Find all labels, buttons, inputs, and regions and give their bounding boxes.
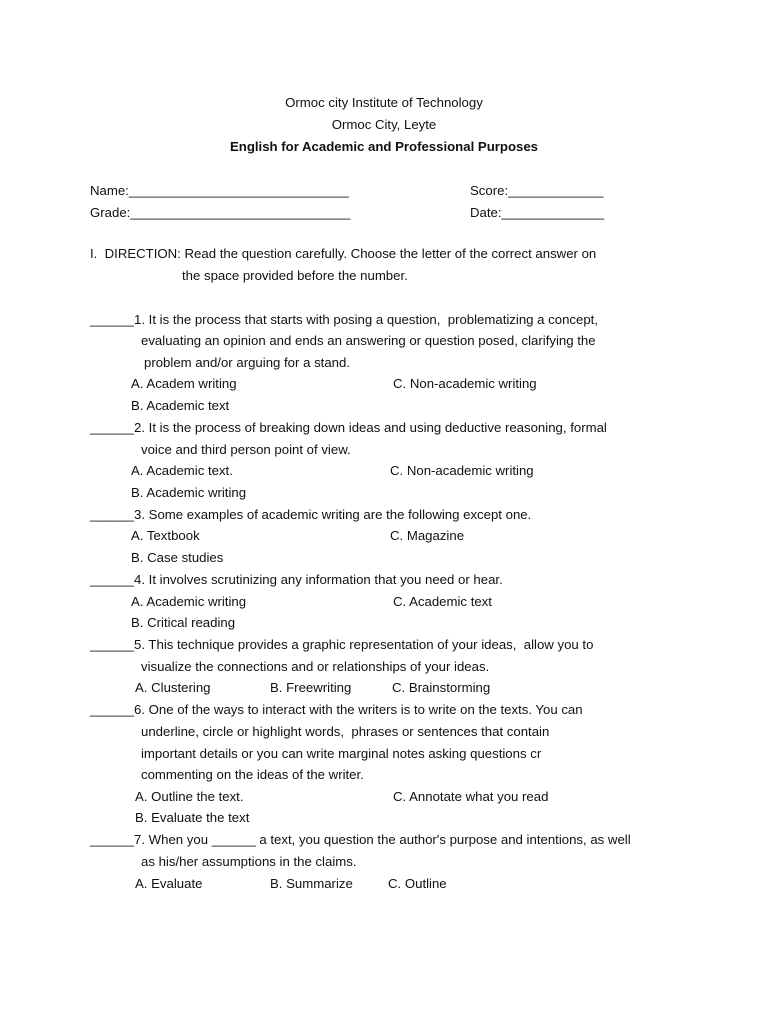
question-2-line-2: voice and third person point of view. bbox=[141, 442, 351, 457]
question-3-line-1: ______3. Some examples of academic writing are the following except one. bbox=[90, 507, 532, 522]
question-2-option-a: A. Academic text. bbox=[131, 463, 233, 478]
grade-field[interactable]: Grade:______________________________ bbox=[90, 205, 351, 220]
question-2-option-b: B. Academic writing bbox=[131, 485, 247, 500]
name-field[interactable]: Name:______________________________ bbox=[90, 183, 349, 198]
question-7-option-a: A. Evaluate bbox=[135, 876, 203, 891]
direction-line-1 bbox=[90, 246, 596, 262]
question-7-line-2: as his/her assumptions in the claims. bbox=[141, 854, 357, 869]
course-title: English for Academic and Professional Purposes bbox=[229, 139, 539, 154]
direction-text: Read the question carefully. Choose the letter of the correct answer on bbox=[180, 246, 597, 261]
question-3-option-b: B. Case studies bbox=[131, 550, 224, 565]
question-5-line-1: ______5. This technique provides a graphic representation of your ideas, allow you to bbox=[90, 637, 594, 652]
question-2-line-1: ______2. It is the process of breaking down ideas and using deductive reasoning, formal bbox=[90, 420, 607, 435]
question-6-line-4: commenting on the ideas of the writer. bbox=[141, 767, 364, 782]
date-field[interactable]: Date:______________ bbox=[470, 205, 605, 220]
direction-label: I. DIRECTION: bbox=[90, 246, 181, 261]
question-6-option-b: B. Evaluate the text bbox=[135, 810, 250, 825]
question-1-option-b: B. Academic text bbox=[131, 398, 230, 413]
question-7-option-b: B. Summarize bbox=[270, 876, 353, 891]
score-field[interactable]: Score:_____________ bbox=[470, 183, 604, 198]
question-6-line-2: underline, circle or highlight words, phrases or sentences that contain bbox=[141, 724, 550, 739]
question-4-option-c: C. Academic text bbox=[393, 594, 492, 609]
question-4-option-b: B. Critical reading bbox=[131, 615, 236, 630]
direction-line-2: the space provided before the number. bbox=[182, 268, 408, 283]
question-1-option-c: C. Non-academic writing bbox=[393, 376, 537, 391]
question-1-option-a: A. Academ writing bbox=[131, 376, 237, 391]
question-5-option-c: C. Brainstorming bbox=[392, 680, 491, 695]
question-7-line-1: ______7. When you ______ a text, you question the author's purpose and intentions, as well bbox=[90, 832, 631, 847]
question-5-option-b: B. Freewriting bbox=[270, 680, 352, 695]
question-6-option-a: A. Outline the text. bbox=[135, 789, 244, 804]
institution-name: Ormoc city Institute of Technology bbox=[285, 95, 483, 110]
question-6-line-1: ______6. One of the ways to interact with the writers is to write on the texts. You can bbox=[90, 702, 583, 717]
question-1-line-1: ______1. It is the process that starts with posing a question, problematizing a concept, bbox=[90, 312, 599, 327]
question-5-option-a: A. Clustering bbox=[135, 680, 211, 695]
question-6-line-3: important details or you can write marginal notes asking questions cr bbox=[141, 746, 542, 761]
question-1-line-2: evaluating an opinion and ends an answering or question posed, clarifying the bbox=[141, 333, 596, 348]
question-7-option-c: C. Outline bbox=[388, 876, 447, 891]
question-3-option-a: A. Textbook bbox=[131, 528, 200, 543]
institution-location: Ormoc City, Leyte bbox=[331, 117, 437, 132]
question-2-option-c: C. Non-academic writing bbox=[390, 463, 534, 478]
question-4-option-a: A. Academic writing bbox=[131, 594, 247, 609]
question-1-line-3: problem and/or arguing for a stand. bbox=[144, 355, 350, 370]
question-5-line-2: visualize the connections and or relationships of your ideas. bbox=[141, 659, 490, 674]
question-4-line-1: ______4. It involves scrutinizing any information that you need or hear. bbox=[90, 572, 503, 587]
question-3-option-c: C. Magazine bbox=[390, 528, 465, 543]
question-6-option-c: C. Annotate what you read bbox=[393, 789, 549, 804]
